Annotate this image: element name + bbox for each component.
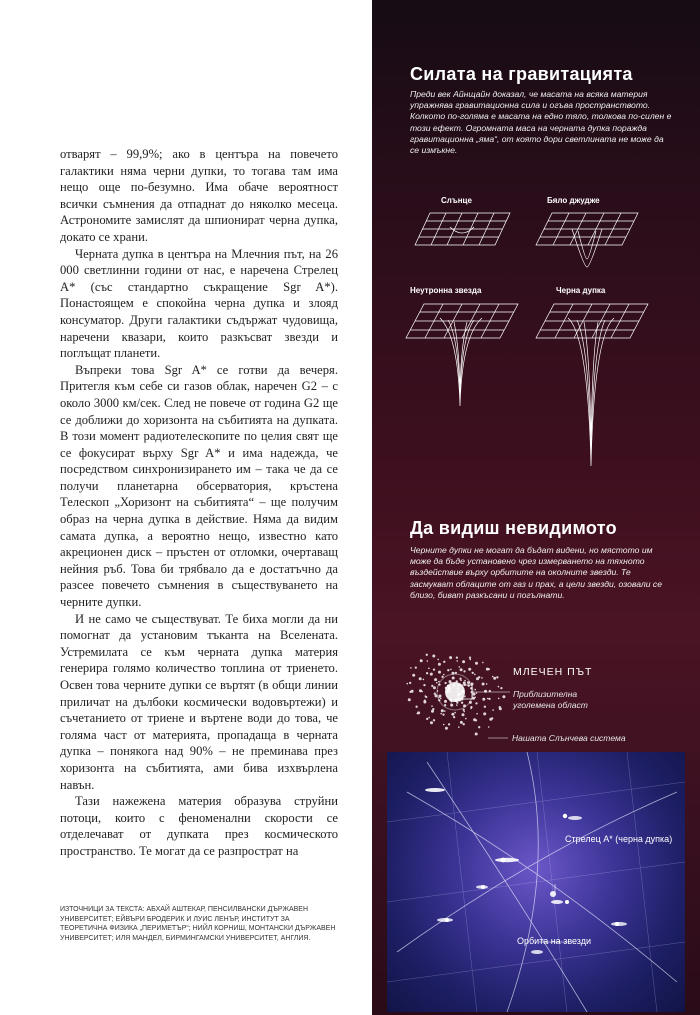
solar-system-marker (488, 733, 508, 743)
invisible-heading: Да видиш невидимото (410, 518, 617, 538)
gravity-heading: Силата на гравитацията (410, 64, 633, 84)
invisible-intro: Черните дупки не могат да бъдат видени, но мястото им може да бъде установено чрез измерването на тяхното въздействие върху орбитите на околните звезди. Те засмукват облаците от газ и прах, а цели звезди, озовали се близо, биват разкъсани и погълнати. (410, 545, 662, 600)
sun-spacetime-grid (410, 205, 520, 255)
label-black-hole: Черна дупка (556, 286, 606, 295)
text-sources: ИЗТОЧНИЦИ ЗА ТЕКСТА: АБХАЙ АШТЕКАР, ПЕНСИЛВАНСКИ ДЪРЖАВЕН УНИВЕРСИТЕТ; ЕЙВЪРИ БРОДЕРИК И ЛУИС ЛЕНЪР, ИНСТИТУТ ЗА ТЕОРЕТИЧНА ФИЗИКА „ПЕРИМЕТЪР“; НИЙЛ КОРНИШ, МОНТАНСКИ ДЪРЖАВЕН УНИВЕРСИТЕТ; ИЛЯ МАНДЕЛ, БИРМИНГАМСКИ УНИВЕРСИТЕТ, АНГЛИЯ. (60, 906, 336, 942)
solar-system-label: Нашата Слънчева система (512, 733, 626, 743)
label-sun: Слънце (441, 196, 472, 205)
paragraph: Въпреки това Sgr A* се готви да вечеря. Притегля към себе си газов облак, наречен G2 – с около 3000 км/сек. След не повече от година G2 ще се доближи до хоризонта на събитията на дупката. В този момент радиотелескопите по целия свят ще се фокусират върху Sgr A* и има надежда, че посредством синхронизирането им – така че да се получи планетарна обсерватория, кръстена Телескоп „Хоризонт на събитията“ – ще получим образ на черна дупка в действие. Няма да видим самата дупка, а вероятно нещо, известно като акреционен диск – пръстен от отломки, очертаващ нейния ръб. Това би трябвало да е достатъчно да разсее повечето съмнения в съществуването на черните дупки. (60, 362, 338, 610)
star-orbit-label: Орбита на звезди (517, 936, 592, 946)
gravity-intro: Преди век Айнщайн доказал, че масата на всяка материя упражнява гравитационна сила и огъва пространството. Колкото по-голяма е масата на едно тяло, толкова по-силен е този ефект. Огромната маса на черната дупка поражда гравитационна „яма“, от която дори светлината не може да се измъкне. (410, 89, 672, 156)
milky-way-title: МЛЕЧЕН ПЪТ (513, 666, 593, 678)
white-dwarf-spacetime-grid (530, 205, 645, 275)
label-neutron-star: Неутронна звезда (410, 286, 482, 295)
galactic-center-image (387, 752, 685, 1012)
paragraph: отварят – 99,9%; ако в центъра на повечето галактики няма черни дупки, то тогава там има нещо още по-безумно. Има обаче вероятност всички съмнения да отпаднат до няколко месеца. Астрономите замислят да шпионират черна дупка, докато се храни. (60, 147, 338, 244)
black-hole-spacetime-grid (530, 296, 660, 476)
paragraph: Черната дупка в центъра на Млечния път, на 26 000 светлинни години от нас, е наречена Стрелец A* (със стандартно съкращение Sgr A*). Понастоящем е спокойна черна дупка и злояд консуматор. Други галактики съдържат чудовища, наречени квазари, които разкъсват звезди и поглъщат планети. (60, 246, 338, 361)
star-orbits-illustration (387, 752, 685, 1012)
paragraph: И не само че съществуват. Те биха могли да ни помогнат да установим тъканта на Вселената. Устремилата се към черната дупка материя генерира голямо количество топлина от триенето. Освен това черните дупки се въртят (в общи линии приличат на дълбоки космически водовъртежи) и съчетанието от триене и въртене води до това, че голяма част от материята, пропадаща в черната дупка – понякога над 90% – не преминава през хоризонта на събитията, ами бива изхвърлена навън. (60, 611, 338, 792)
article-body (60, 146, 338, 860)
sgr-a-label: Стрелец A* (черна дупка) (565, 834, 673, 844)
neutron-star-spacetime-grid (400, 296, 530, 416)
enlarged-area-label: Приблизителна уголемена област (513, 689, 588, 710)
label-white-dwarf: Бяло джудже (547, 196, 600, 205)
paragraph: Тази нажежена материя образува струйни потоци, които с феноменални скорости се отделечават от дупката през космическото пространство. Те могат да се разпрострат на (60, 794, 338, 858)
